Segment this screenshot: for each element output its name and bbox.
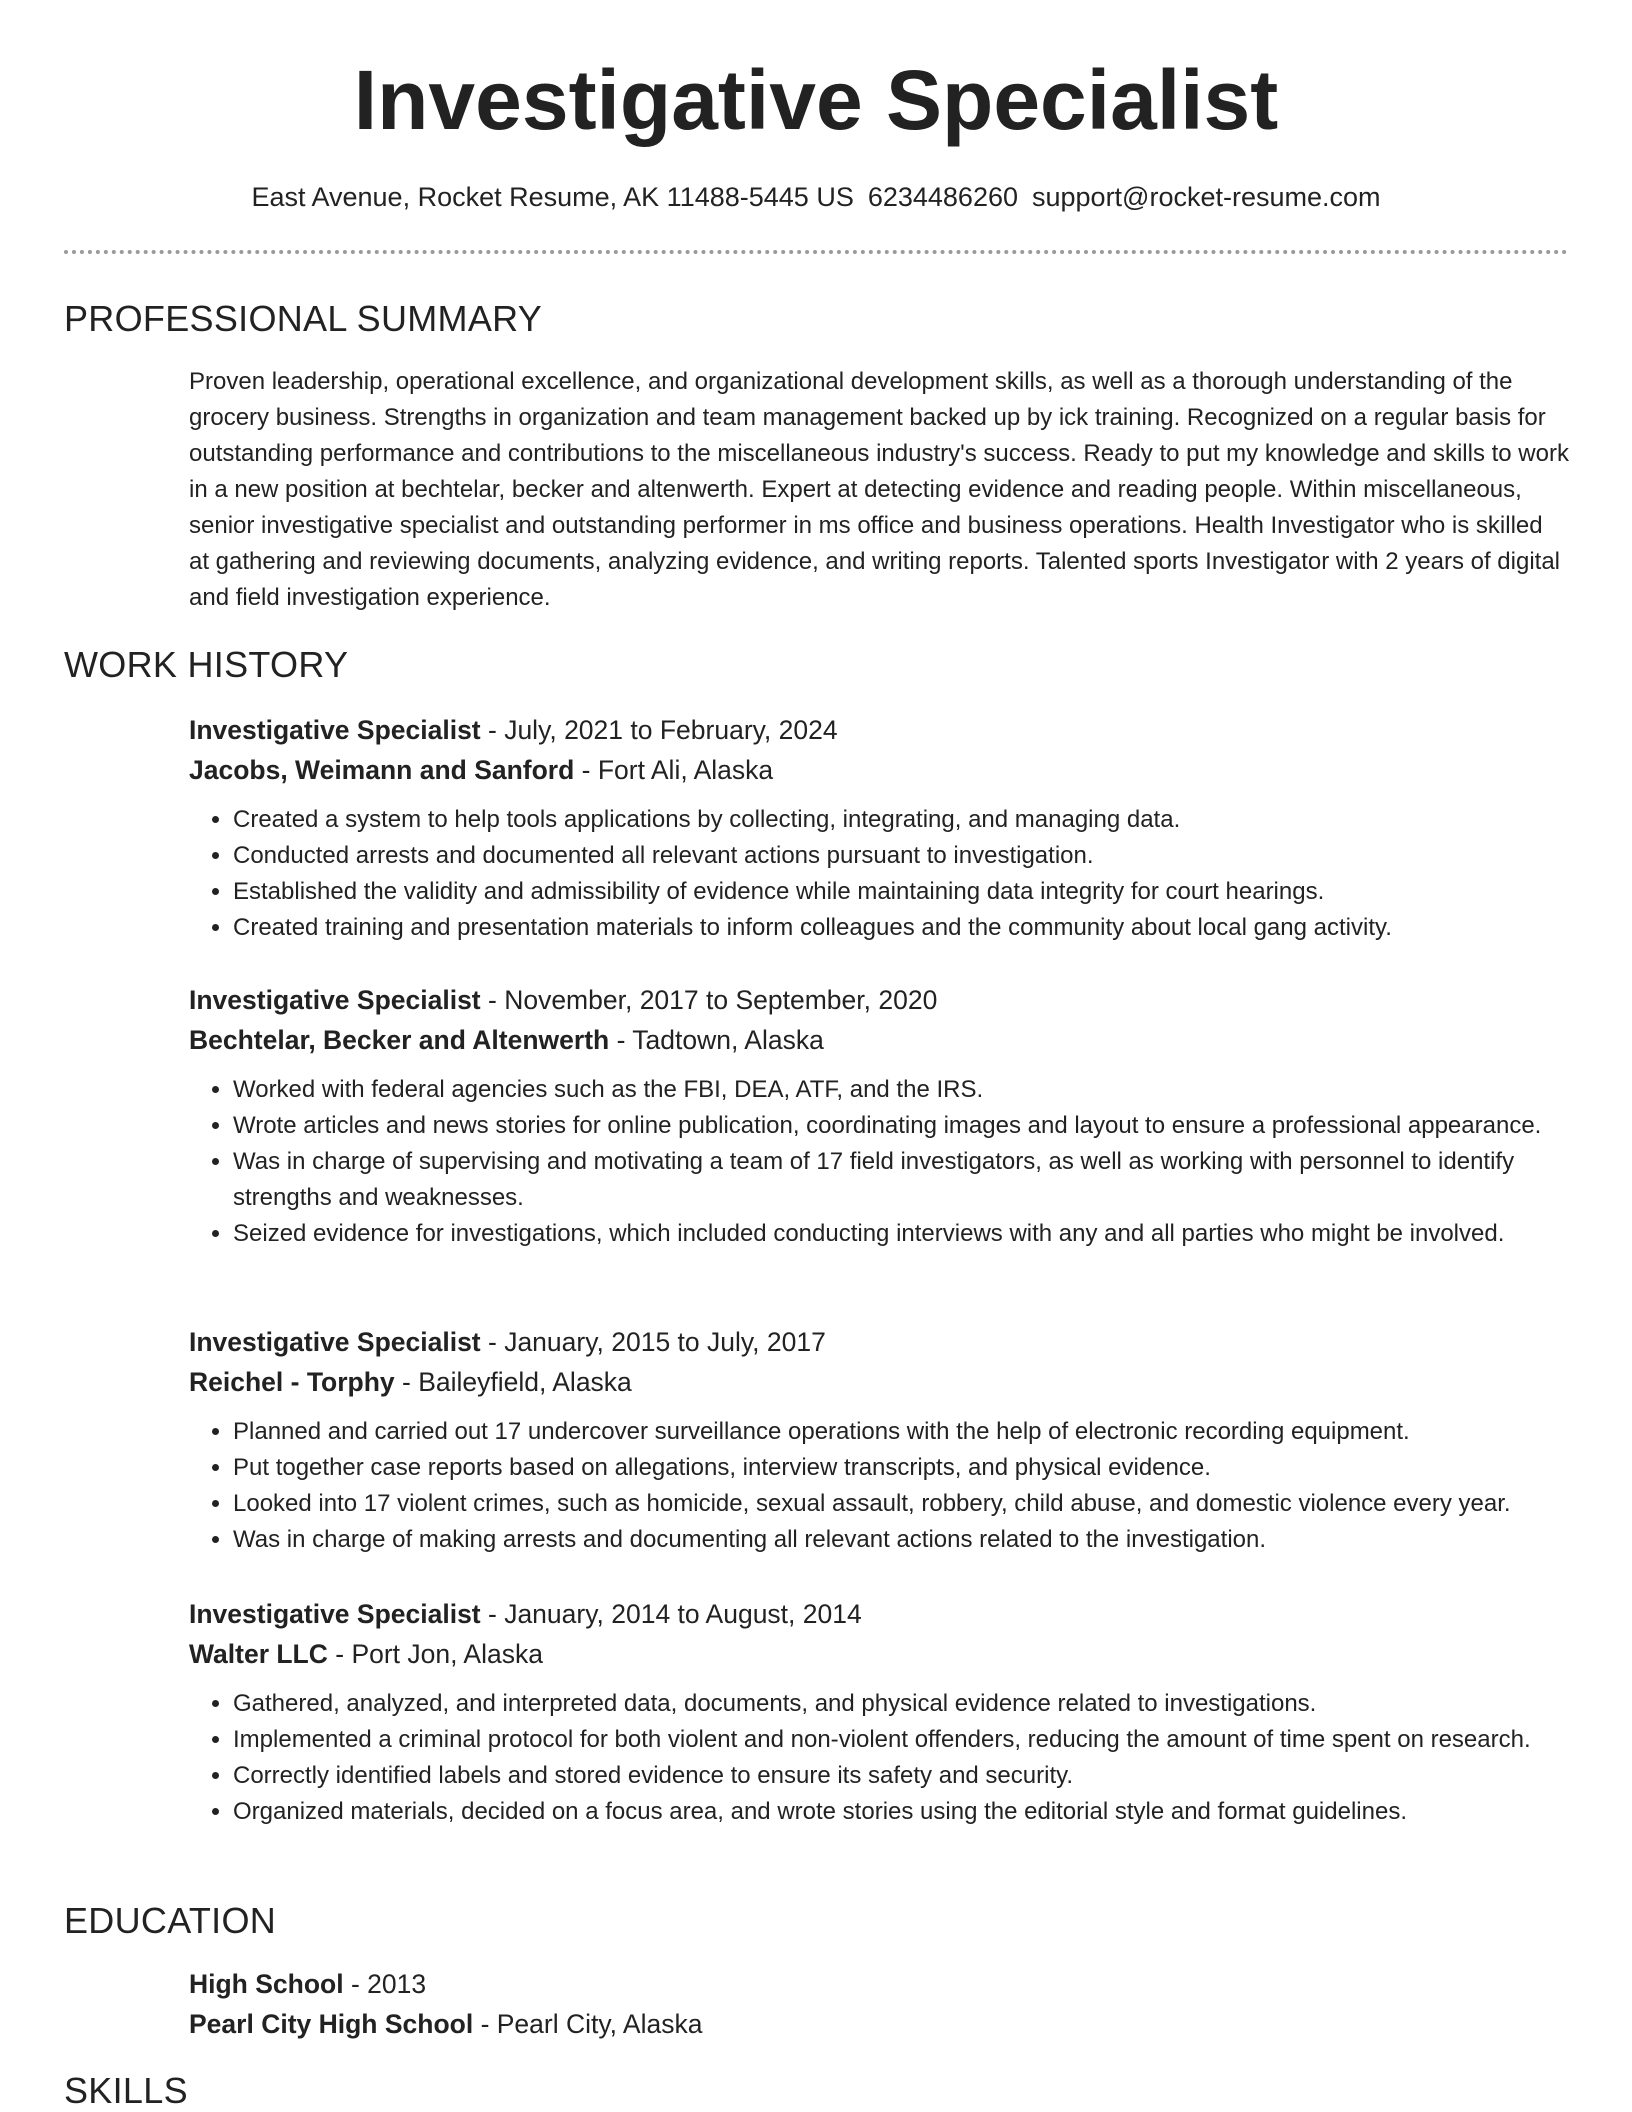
job-title: Investigative Specialist [189, 985, 481, 1015]
job-company-line [189, 1364, 1569, 1400]
education-year: - 2013 [343, 1969, 427, 1999]
education-location: - Pearl City, Alaska [473, 2009, 703, 2039]
list-item: • Put together case reports based on allegations, interview transcripts, and physical evidence. [233, 1450, 1569, 1486]
job-entry [189, 1596, 1569, 1830]
job-dates: - November, 2017 to September, 2020 [480, 985, 938, 1015]
summary-text: Proven leadership, operational excellence, and organizational development skills, as well as a thorough understanding of the grocery business. Strengths in organization and team management backed up by ick training. Recognized on a regular basis for outstanding performance and contributions to the miscellaneous industry's success. Ready to put my knowledge and skills to work in a new position at bechtelar, becker and altenwerth. Expert at detecting evidence and reading people. Within miscellaneous, senior investigative specialist and outstanding performer in ms office and business operations. Health Investigator who is skilled at gathering and reviewing documents, analyzing evidence, and writing reports. Talented sports Investigator with 2 years of digital and field investigation experience. [189, 368, 1569, 611]
job-entry [189, 712, 1569, 946]
job-title-line [189, 712, 1569, 748]
job-title-line [189, 982, 1569, 1018]
job-company: Walter LLC [189, 1639, 328, 1669]
job-company: Bechtelar, Becker and Altenwerth [189, 1025, 610, 1055]
job-entry [189, 982, 1569, 1252]
job-title-line [189, 1324, 1569, 1360]
list-item: • Looked into 17 violent crimes, such as homicide, sexual assault, robbery, child abuse, and domestic violence every year. [233, 1486, 1569, 1522]
header-divider [64, 250, 1568, 254]
contact-phone: 6234486260 [867, 182, 1018, 212]
list-item: • Organized materials, decided on a focus area, and wrote stories using the editorial style and format guidelines. [233, 1794, 1569, 1830]
list-item: • Worked with federal agencies such as the FBI, DEA, ATF, and the IRS. [233, 1072, 1569, 1108]
job-company-line [189, 752, 1569, 788]
list-item: • Gathered, analyzed, and interpreted data, documents, and physical evidence related to investigations. [233, 1686, 1569, 1722]
job-bullets [189, 1686, 1569, 1830]
job-bullets [189, 1414, 1569, 1558]
list-item: • Correctly identified labels and stored evidence to ensure its safety and security. [233, 1758, 1569, 1794]
job-location: - Port Jon, Alaska [327, 1639, 543, 1669]
education-school-line [189, 2006, 1569, 2042]
list-item: • Created training and presentation materials to inform colleagues and the community about local gang activity. [233, 910, 1569, 946]
section-title-summary: PROFESSIONAL SUMMARY [64, 298, 543, 339]
job-bullets [189, 802, 1569, 946]
contact-address: East Avenue, Rocket Resume, AK 11488-5445 US [251, 182, 854, 212]
list-item: • Was in charge of making arrests and documenting all relevant actions related to the investigation. [233, 1522, 1569, 1558]
job-entry [189, 1324, 1569, 1558]
list-item: • Was in charge of supervising and motivating a team of 17 field investigators, as well as working with personnel to identify strengths and weaknesses. [233, 1144, 1569, 1216]
job-location: - Baileyfield, Alaska [394, 1367, 632, 1397]
job-bullets [189, 1072, 1569, 1252]
section-title-work: WORK HISTORY [64, 644, 349, 685]
list-item: • Conducted arrests and documented all relevant actions pursuant to investigation. [233, 838, 1569, 874]
list-item: • Planned and carried out 17 undercover surveillance operations with the help of electronic recording equipment. [233, 1414, 1569, 1450]
job-location: - Tadtown, Alaska [609, 1025, 824, 1055]
job-company-line [189, 1636, 1569, 1672]
list-item: • Established the validity and admissibility of evidence while maintaining data integrity for court hearings. [233, 874, 1569, 910]
education-entry [189, 1966, 1569, 2042]
job-title: Investigative Specialist [189, 1599, 481, 1629]
job-title: Investigative Specialist [189, 715, 481, 745]
job-location: - Fort Ali, Alaska [574, 755, 774, 785]
education-school: Pearl City High School [189, 2009, 474, 2039]
job-dates: - January, 2015 to July, 2017 [480, 1327, 826, 1357]
list-item: • Wrote articles and news stories for online publication, coordinating images and layout to ensure a professional appearance. [233, 1108, 1569, 1144]
job-company: Jacobs, Weimann and Sanford [189, 755, 575, 785]
section-title-education: EDUCATION [64, 1900, 277, 1941]
candidate-name: Investigative Specialist [353, 53, 1279, 147]
contact-email: support@rocket-resume.com [1032, 182, 1381, 212]
job-title-line [189, 1596, 1569, 1632]
job-company-line [189, 1022, 1569, 1058]
job-dates: - January, 2014 to August, 2014 [480, 1599, 862, 1629]
section-title-skills: SKILLS [64, 2070, 188, 2111]
job-title: Investigative Specialist [189, 1327, 481, 1357]
contact-line [0, 182, 1632, 213]
education-degree: High School [189, 1969, 344, 1999]
list-item: • Created a system to help tools applications by collecting, integrating, and managing data. [233, 802, 1569, 838]
education-degree-line [189, 1966, 1569, 2002]
job-company: Reichel - Torphy [189, 1367, 395, 1397]
job-dates: - July, 2021 to February, 2024 [480, 715, 838, 745]
list-item: • Implemented a criminal protocol for both violent and non-violent offenders, reducing the amount of time spent on research. [233, 1722, 1569, 1758]
list-item: • Seized evidence for investigations, which included conducting interviews with any and all parties who might be involved. [233, 1216, 1569, 1252]
